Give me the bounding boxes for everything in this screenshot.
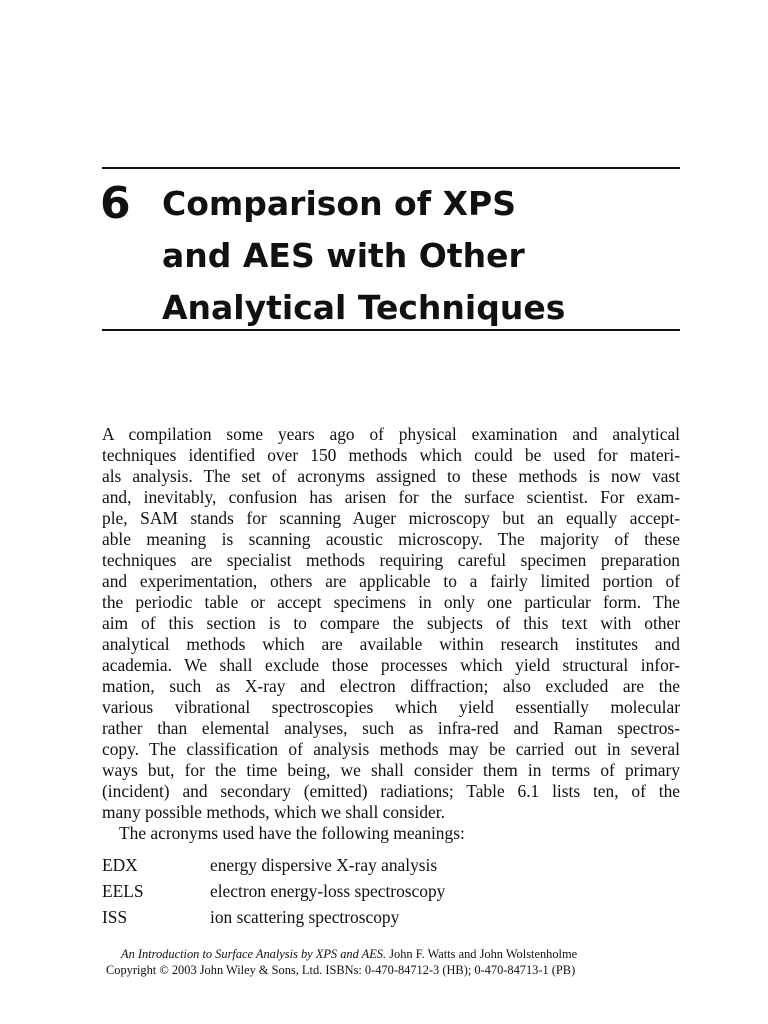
acronym-abbreviation: ISS xyxy=(102,907,128,927)
footer-copyright-line: Copyright © 2003 John Wiley & Sons, Ltd. ISBNs: 0-470-84712-3 (HB); 0-470-84713-1 (PB) xyxy=(106,963,576,977)
body-line: and experimentation, others are applicable to a fairly limited portion of xyxy=(102,571,680,591)
body-line: academia. We shall exclude those processes which yield structural infor- xyxy=(102,655,680,675)
top-rule xyxy=(102,167,680,169)
acronym-abbreviation: EELS xyxy=(102,881,144,901)
chapter-title-line: Comparison of XPS xyxy=(162,184,516,223)
chapter-title-line: Analytical Techniques xyxy=(162,288,566,327)
body-line: analytical methods which are available within research institutes and xyxy=(102,634,680,654)
acronym-intro-line: The acronyms used have the following meanings: xyxy=(119,823,465,843)
body-line: mation, such as X-ray and electron diffraction; also excluded are the xyxy=(102,676,680,696)
body-line: and, inevitably, confusion has arisen for the surface scientist. For exam- xyxy=(102,487,680,507)
body-line: A compilation some years ago of physical examination and analytical xyxy=(102,424,680,444)
acronym-meaning: energy dispersive X-ray analysis xyxy=(210,855,438,875)
chapter-title-line: and AES with Other xyxy=(162,236,525,275)
body-line: various vibrational spectroscopies which yield essentially molecular xyxy=(102,697,680,717)
body-line: (incident) and secondary (emitted) radiations; Table 6.1 lists ten, of the xyxy=(102,781,680,801)
copyright-footer xyxy=(102,946,680,978)
body-paragraph xyxy=(102,424,680,844)
body-line: able meaning is scanning acoustic microscopy. The majority of these xyxy=(102,529,680,549)
acronym-meaning: electron energy-loss spectroscopy xyxy=(210,881,446,901)
body-line: the periodic table or accept specimens in only one particular form. The xyxy=(102,592,680,612)
acronym-meaning: ion scattering spectroscopy xyxy=(210,907,400,927)
acronym-row xyxy=(102,854,680,880)
body-line: rather than elemental analyses, such as infra-red and Raman spectros- xyxy=(102,718,680,738)
footer-citation-line xyxy=(102,946,680,962)
acronym-row xyxy=(102,880,680,906)
body-line: techniques identified over 150 methods which could be used for materi- xyxy=(102,445,680,465)
acronym-abbreviation: EDX xyxy=(102,855,138,875)
body-line: als analysis. The set of acronyms assigned to these methods is now vast xyxy=(102,466,680,486)
footer-book-title: An Introduction to Surface Analysis by XPS and AES. xyxy=(121,947,387,961)
acronym-row xyxy=(102,906,680,932)
body-line: ple, SAM stands for scanning Auger microscopy but an equally accept- xyxy=(102,508,680,528)
body-line: aim of this section is to compare the subjects of this text with other xyxy=(102,613,680,633)
body-line: copy. The classification of analysis methods may be carried out in several xyxy=(102,739,680,759)
body-line: ways but, for the time being, we shall consider them in terms of primary xyxy=(102,760,680,780)
body-line: many possible methods, which we shall consider. xyxy=(102,802,445,822)
acronym-list xyxy=(102,854,680,932)
body-line: techniques are specialist methods requiring careful specimen preparation xyxy=(102,550,680,570)
bottom-rule xyxy=(102,329,680,331)
chapter-title xyxy=(162,178,682,334)
footer-authors: John F. Watts and John Wolstenholme xyxy=(386,947,578,961)
chapter-number: 6 xyxy=(100,178,131,229)
